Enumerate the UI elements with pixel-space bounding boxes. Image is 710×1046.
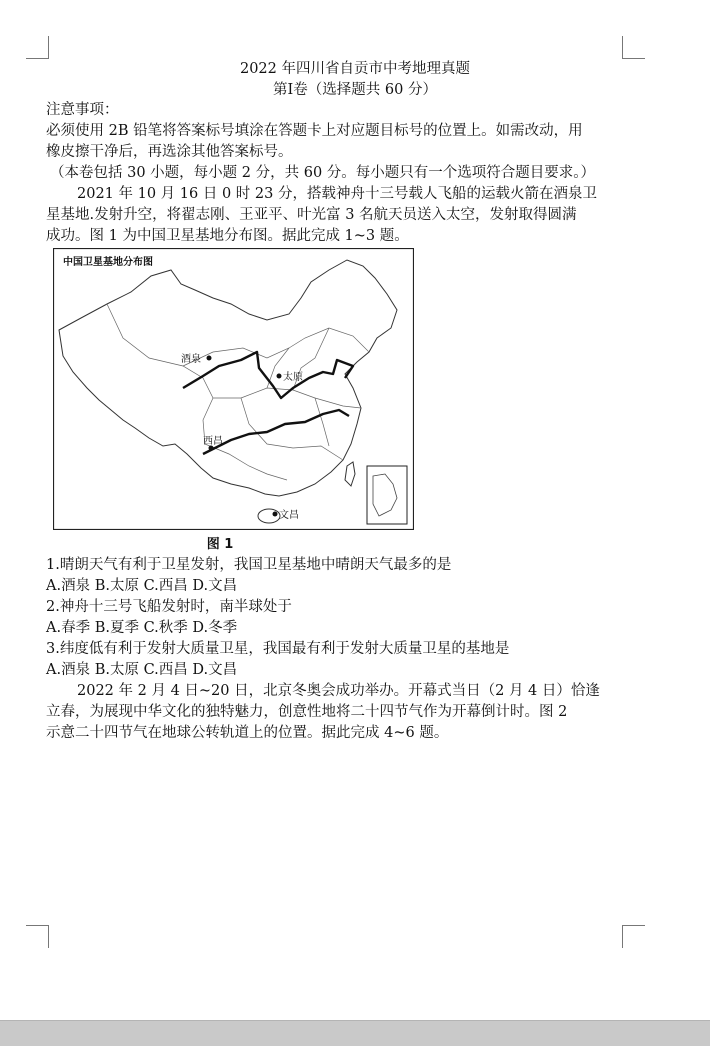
notice-line-3: （本卷包括 30 小题，每小题 2 分，共 60 分。每小题只有一个选项符合题目要求。） [50,165,596,181]
question-1: 1.晴朗天气有利于卫星发射，我国卫星基地中晴朗天气最多的是 [46,557,452,573]
wenchang-label: 文昌 [279,510,299,521]
question-2: 2.神舟十三号飞船发射时，南半球处于 [46,599,292,615]
notice-line-2: 橡皮擦干净后，再选涂其他答案标号。 [46,144,293,160]
intro2-line-2: 立春，为展现中华文化的独特魅力，创意性地将二十四节气作为开幕倒计时。图 2 [46,704,568,720]
doc-title: 2022 年四川省自贡市中考地理真题 [239,61,470,77]
question-3-options: A.酒泉 B.太原 C.西昌 D.文昌 [46,662,238,678]
map-title: 中国卫星基地分布图 [63,257,153,268]
margin-corner-top-left [26,36,49,59]
question-2-options: A.春季 B.夏季 C.秋季 D.冬季 [46,620,238,636]
notice-heading: 注意事项： [46,102,119,118]
intro1-line-1: 2021 年 10 月 16 日 0 时 23 分，搭载神舟十三号载人飞船的运载火箭在酒泉卫 [77,186,597,202]
margin-corner-bottom-left [26,925,49,948]
question-3: 3.纬度低有利于发射大质量卫星，我国最有利于发射大质量卫星的基地是 [46,641,510,657]
jiuquan-label: 酒泉 [181,354,201,365]
intro1-line-2: 星基地.发射升空，将翟志刚、王亚平、叶光富 3 名航天员送入太空，发射取得圆满 [46,207,577,223]
question-1-options: A.酒泉 B.太原 C.西昌 D.文昌 [46,578,238,594]
intro1-line-3: 成功。图 1 为中国卫星基地分布图。据此完成 1~3 题。 [46,228,409,244]
jiuquan-marker [207,356,212,361]
figure-caption: 图 1 [206,537,234,552]
doc-subtitle: 第Ⅰ卷（选择题共 60 分） [273,82,437,98]
china-satellite-base-map [53,248,414,530]
margin-corner-bottom-right [622,925,645,948]
margin-corner-top-right [622,36,645,59]
window-bottom-bar [0,1020,710,1046]
notice-line-1: 必须使用 2B 铅笔将答案标号填涂在答题卡上对应题目标号的位置上。如需改动，用 [46,123,583,139]
taiyuan-marker [277,374,282,379]
intro2-line-3: 示意二十四节气在地球公转轨道上的位置。据此完成 4~6 题。 [46,725,449,741]
wenchang-marker [273,512,278,517]
intro2-line-1: 2022 年 2 月 4 日~20 日，北京冬奥会成功举办。开幕式当日（2 月 4 日）恰逢 [77,683,600,699]
taiyuan-label: 太原 [283,372,303,383]
xichang-label: 西昌 [203,436,223,447]
